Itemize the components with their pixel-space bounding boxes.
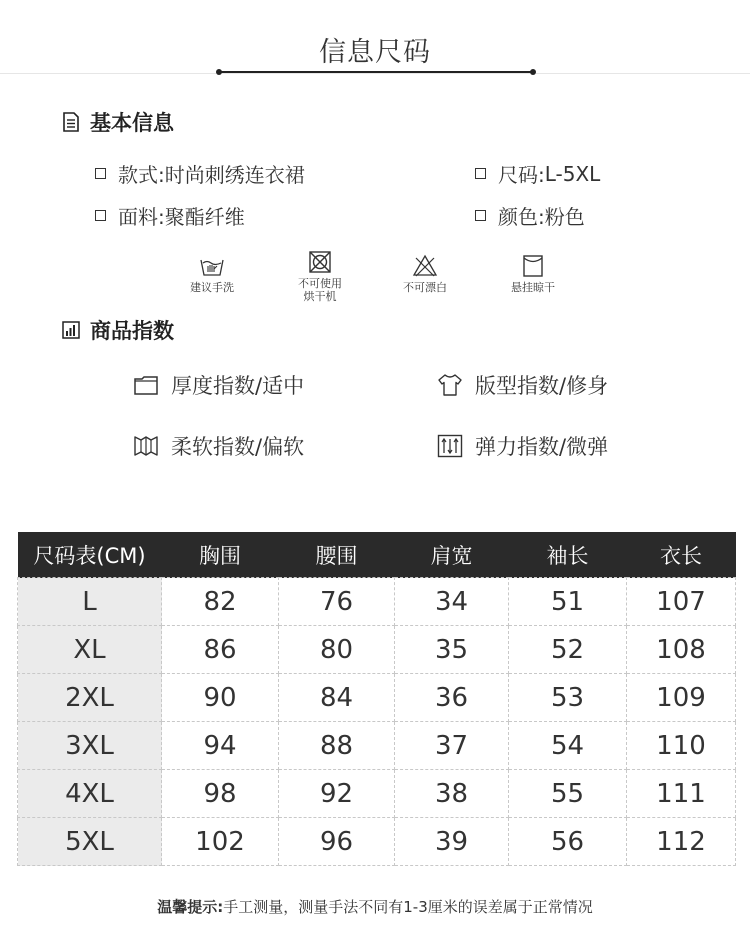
table-header-row <box>18 532 736 578</box>
table-row <box>18 722 736 770</box>
care-no-tumble-dry <box>275 250 365 303</box>
column-header: 胸围 <box>162 532 279 578</box>
size-table <box>17 532 736 866</box>
prop-label: 款式: <box>118 163 165 187</box>
section-title: 商品指数 <box>90 319 174 343</box>
table-cell: 55 <box>509 770 627 818</box>
document-icon <box>62 112 80 132</box>
table-cell: 35 <box>395 626 509 674</box>
index-label: 厚度指数/适中 <box>171 374 305 398</box>
column-header: 尺码表(CM) <box>18 532 162 578</box>
size-cell: XL <box>18 626 162 674</box>
table-cell: 110 <box>627 722 736 770</box>
softness-icon <box>133 434 159 458</box>
table-cell: 109 <box>627 674 736 722</box>
hang-dry-icon <box>521 254 545 278</box>
size-cell: 2XL <box>18 674 162 722</box>
table-cell: 84 <box>279 674 395 722</box>
care-no-bleach <box>380 254 470 294</box>
table-cell: 96 <box>279 818 395 866</box>
table-cell: 56 <box>509 818 627 866</box>
table-cell: 88 <box>279 722 395 770</box>
table-cell: 98 <box>162 770 279 818</box>
table-cell: 51 <box>509 578 627 626</box>
table-cell: 92 <box>279 770 395 818</box>
table-cell: 82 <box>162 578 279 626</box>
index-label: 柔软指数/偏软 <box>171 435 305 459</box>
care-hang-dry <box>488 254 578 294</box>
no-bleach-icon <box>412 254 438 278</box>
prop-color <box>475 201 585 230</box>
divider <box>0 73 750 74</box>
table-cell: 94 <box>162 722 279 770</box>
care-hand-wash <box>167 254 257 294</box>
index-label: 版型指数/修身 <box>475 374 609 398</box>
bar-chart-icon <box>62 321 80 339</box>
checkbox-icon <box>475 168 486 179</box>
section-title: 基本信息 <box>90 111 174 135</box>
size-cell: 3XL <box>18 722 162 770</box>
table-row <box>18 578 736 626</box>
table-cell: 102 <box>162 818 279 866</box>
checkbox-icon <box>95 210 106 221</box>
size-cell: 5XL <box>18 818 162 866</box>
measurement-tip <box>0 896 750 917</box>
prop-size <box>475 159 600 188</box>
table-cell: 107 <box>627 578 736 626</box>
care-label: 悬挂晾干 <box>511 281 555 294</box>
prop-label: 尺码: <box>498 163 545 187</box>
prop-label: 面料: <box>118 205 165 229</box>
table-cell: 111 <box>627 770 736 818</box>
table-row <box>18 818 736 866</box>
table-cell: 53 <box>509 674 627 722</box>
table-cell: 37 <box>395 722 509 770</box>
size-cell: L <box>18 578 162 626</box>
care-label: 建议手洗 <box>190 281 234 294</box>
prop-fabric <box>95 201 245 230</box>
index-elasticity <box>437 431 608 461</box>
page-title: 信息尺码 <box>319 37 431 68</box>
table-cell: 86 <box>162 626 279 674</box>
prop-value: 时尚刺绣连衣裙 <box>164 163 305 187</box>
column-header: 腰围 <box>279 532 395 578</box>
table-cell: 90 <box>162 674 279 722</box>
tip-text: 手工测量，测量手法不同有1-3厘米的误差属于正常情况 <box>223 898 593 916</box>
index-softness <box>133 431 304 461</box>
table-cell: 34 <box>395 578 509 626</box>
underline-dot-left <box>216 69 222 75</box>
no-tumble-dry-icon <box>308 250 332 274</box>
table-row <box>18 626 736 674</box>
tshirt-icon <box>437 373 463 397</box>
checkbox-icon <box>95 168 106 179</box>
table-row <box>18 674 736 722</box>
table-cell: 54 <box>509 722 627 770</box>
tip-label: 温馨提示: <box>157 898 224 916</box>
folder-icon <box>133 374 159 396</box>
prop-style <box>95 159 305 188</box>
table-cell: 39 <box>395 818 509 866</box>
care-label: 不可漂白 <box>403 281 447 294</box>
index-fit <box>437 370 608 400</box>
column-header: 肩宽 <box>395 532 509 578</box>
table-row <box>18 770 736 818</box>
table-cell: 76 <box>279 578 395 626</box>
table-cell: 80 <box>279 626 395 674</box>
hand-wash-icon <box>199 254 225 278</box>
size-cell: 4XL <box>18 770 162 818</box>
prop-value: 聚酯纤维 <box>164 205 245 229</box>
care-label: 不可使用 烘干机 <box>298 277 342 303</box>
prop-value: 粉色 <box>544 205 585 229</box>
table-cell: 52 <box>509 626 627 674</box>
column-header: 衣长 <box>627 532 736 578</box>
underline-dot-right <box>530 69 536 75</box>
prop-value: L-5XL <box>544 161 601 186</box>
column-header: 袖长 <box>509 532 627 578</box>
table-cell: 108 <box>627 626 736 674</box>
elasticity-icon <box>437 434 463 458</box>
product-index-heading <box>62 315 174 345</box>
basic-info-heading <box>62 107 174 137</box>
table-cell: 36 <box>395 674 509 722</box>
index-thickness <box>133 370 304 400</box>
table-cell: 112 <box>627 818 736 866</box>
title-underline <box>219 71 533 73</box>
table-cell: 38 <box>395 770 509 818</box>
index-label: 弹力指数/微弹 <box>475 435 609 459</box>
prop-label: 颜色: <box>498 205 545 229</box>
checkbox-icon <box>475 210 486 221</box>
